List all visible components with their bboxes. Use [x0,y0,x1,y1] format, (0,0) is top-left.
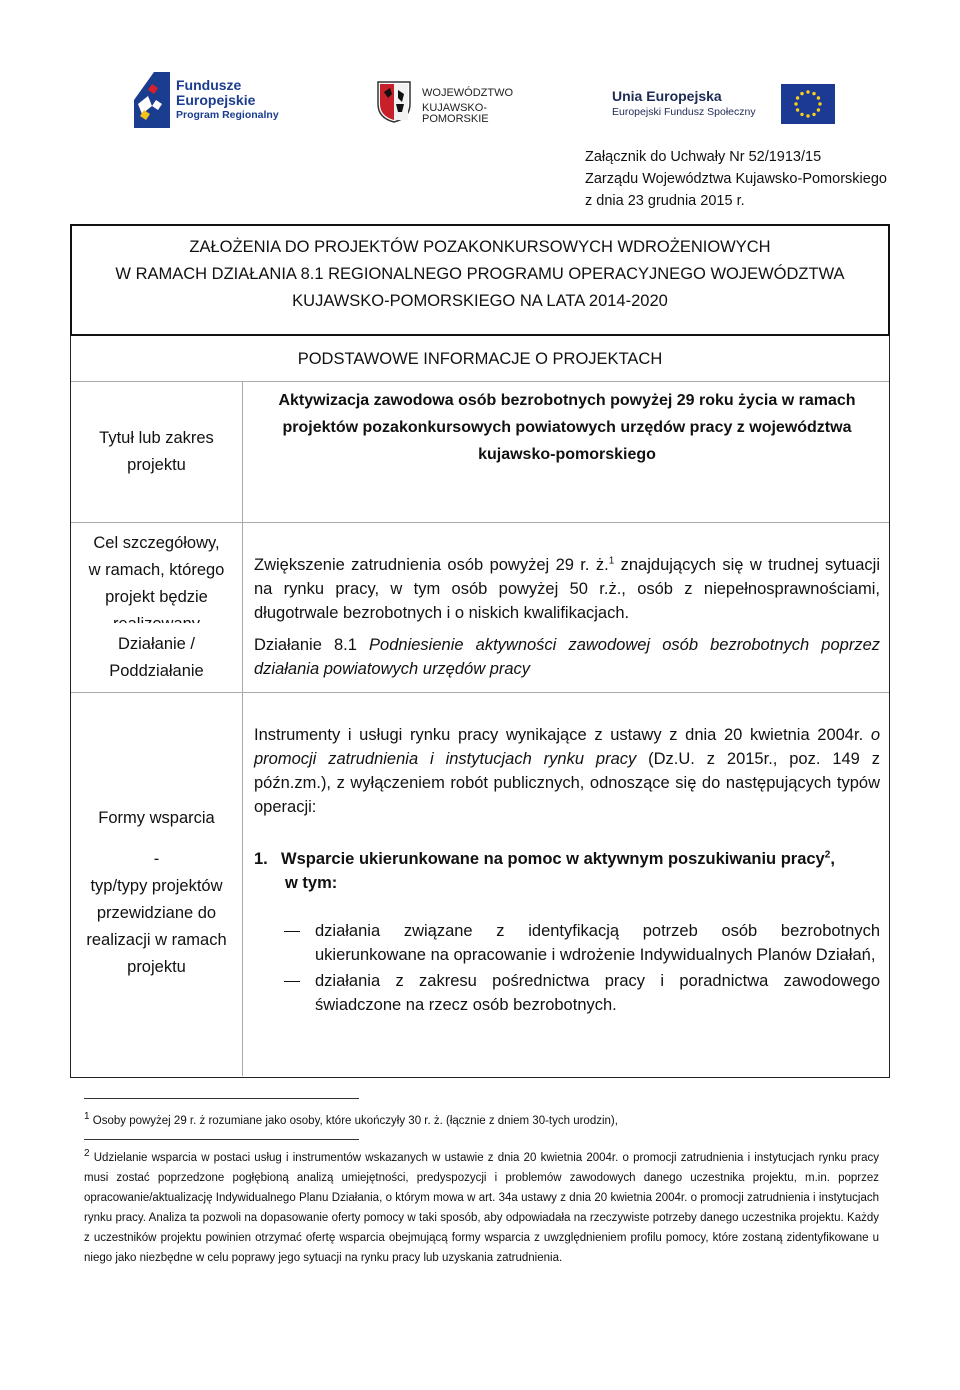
table-row-forms [71,693,889,1076]
row-title-value: Aktywizacja zawodowa osób bezrobotnych powyżej 29 roku życia w ramach projektów pozakonkursowych powiatowych urzędów pracy z województwa kujawsko-pomorskiego [278,392,856,463]
title-line1: ZAŁOŻENIA DO PROJEKTÓW POZAKONKURSOWYCH WDROŻENIOWYCH [189,238,771,256]
footnote-ref-2[interactable]: 2 [824,849,831,861]
forms-dash-item-1: działania związane z identyfikacją potrzeb osób bezrobotnych ukierunkowane na opracowanie i wdrożenie Indywidualnych Planów Działań, [254,919,880,967]
forms-dash-item-2: działania z zakresu pośrednictwa pracy i poradnictwa zawodowego świadczone na rzecz osób bezrobotnych. [254,969,880,1017]
attachment-line1: Załącznik do Uchwały Nr 52/1913/15 [585,149,822,165]
row-forms-label-6: projektu [127,957,186,976]
section-heading: PODSTAWOWE INFORMACJE O PROJEKTACH [71,336,889,382]
woj-logo-line1: WOJEWÓDZTWO [422,87,514,99]
row-action-label-2: Poddziałanie [109,661,204,680]
row-title-label-1: Tytuł lub zakres [99,429,214,447]
fundusze-europejskie-logo [132,70,282,132]
forms-intro-act: o promocji zatrudnienia i instytucjach rynku pracy [254,726,880,768]
attachment-line2: Zarządu Województwa Kujawsko-Pomorskiego [585,171,887,187]
row-forms-label-4: przewidziane do [96,903,217,922]
row-title-label-2: projektu [127,456,186,474]
attachment-reference [585,146,887,212]
logo-bar [0,70,960,136]
row-forms-label-3: typ/typy projektów [90,876,223,895]
fe-logo-line1: Fundusze [176,77,242,93]
document-title [70,224,890,336]
woj-logo-line2: KUJAWSKO-POMORSKIE [422,101,489,126]
row-goal-value [243,523,889,623]
forms-intro [254,723,880,819]
forms-item-1-tail: w tym: [285,874,338,892]
row-forms-label-2: - [153,849,160,868]
ue-logo-line2: Europejski Fundusz Społeczny [612,105,756,118]
row-forms-label-5: realizacji w ramach [86,930,227,949]
attachment-line3: z dnia 23 grudnia 2015 r. [585,193,745,209]
unia-europejska-logo [612,80,837,126]
forms-item-1-number: 1. [254,850,268,868]
row-action-label-1: Działanie / [117,634,196,653]
forms-intro-c: (Dz.U. z 2015r., poz. 149 z późn.zm.), z wyłączeniem robót publicznych, odnoszące się do następujących typów operacji: [254,750,880,816]
footnote-separator [84,1098,359,1099]
action-number: Działanie 8.1 [254,636,370,654]
table-row-action [71,623,889,693]
footnote-1-number: 1 [84,1111,90,1123]
footnotes [84,1098,879,1274]
footnote-1 [84,1111,879,1131]
forms-intro-a: Instrumenty i usługi rynku pracy wynikające z ustawy z dnia 20 kwietnia 2004r. [254,726,871,744]
goal-text-a: Zwiększenie zatrudnienia osób powyżej 29 r. ż. [254,556,609,574]
table-row-title [71,382,889,523]
footnote-2-text: Udzielanie wsparcia w postaci usług i instrumentów wskazanych w ustawie z dnia 20 kwietnia 2004r. o promocji zatrudnienia i instytucjach rynku pracy musi zostać poprzedzone pogłębioną analizą umiejętności, predyspozycji i problemów zawodowych danego uczestnika projektu, m.in. poprzez opracowanie/aktualizację Indywidualnego Planu Działania, o którym mowa w art. 34a ustawy z dnia 20 kwietnia 2004r. o promocji zatrudnienia i instytucjach rynku pracy. Analiza ta pozwoli na dopasowanie oferty pomocy w taki sposób, aby odpowiadała na rzeczywiste potrzeby danego uczestnika projektu. Każdy z uczestników projektu powinien otrzymać ofertę wsparcia obejmującą formy wsparcia z uwzględnieniem profilu pomocy, które zostaną zidentyfikowane u niego jako niezbędne w celu poprawy jego sytuacji na rynku pracy lub uzyskania zatrudnienia. [84,1152,879,1264]
forms-item-1-comma: , [830,850,835,868]
row-forms-label-1: Formy wsparcia [98,808,215,827]
row-title-label [71,382,243,522]
forms-dash-list [254,919,880,1017]
forms-item-1-main: Wsparcie ukierunkowane na pomoc w aktywnym poszukiwaniu pracy [281,850,825,868]
row-action-label [71,623,243,692]
fe-logo-line3: Program Regionalny [176,109,279,122]
row-goal-label-1: Cel szczegółowy, [93,534,220,552]
coat-of-arms-icon [376,80,412,124]
row-action-value [243,623,889,692]
footnote-ref-1[interactable]: 1 [608,555,615,567]
title-line2: W RAMACH DZIAŁANIA 8.1 REGIONALNEGO PROGRAMU OPERACYJNEGO WOJEWÓDZTWA [115,265,845,283]
title-line3: KUJAWSKO-POMORSKIEGO NA LATA 2014-2020 [292,292,668,310]
wojewodztwo-logo [376,80,551,126]
footnote-1-text: Osoby powyżej 29 r. ż rozumiane jako osoby, które ukończyły 30 r. ż. (łącznie z dniem 30-tych urodzin), [89,1115,618,1127]
row-goal-label-3: projekt będzie [105,588,208,606]
ue-logo-line1: Unia Europejska [612,88,722,104]
project-info-table [70,336,890,1078]
footnote-separator-2 [84,1139,359,1140]
row-forms-value [243,693,889,1076]
row-goal-label-2: w ramach, którego [88,561,225,579]
row-forms-label [71,693,243,1076]
action-name: Podniesienie aktywności zawodowej osób bezrobotnych poprzez działania powiatowych urzędów pracy [254,636,880,678]
fundusze-europejskie-emblem-icon [132,70,172,130]
eu-flag-icon [781,84,835,124]
table-row-goal [71,523,889,623]
footnote-2 [84,1148,879,1268]
forms-item-1 [254,847,880,895]
fe-logo-line2: Europejskie [176,91,256,108]
forms-item-1-text [281,847,880,871]
goal-text-b: znajdujących się w trudnej sytuacji na rynku pracy, w tym osób powyżej 50 r.ż., osób z niepełnosprawnościami, długotrwale bezrobotnych i o niskich kwalifikacjach. [254,556,880,622]
footnote-2-number: 2 [84,1148,90,1160]
